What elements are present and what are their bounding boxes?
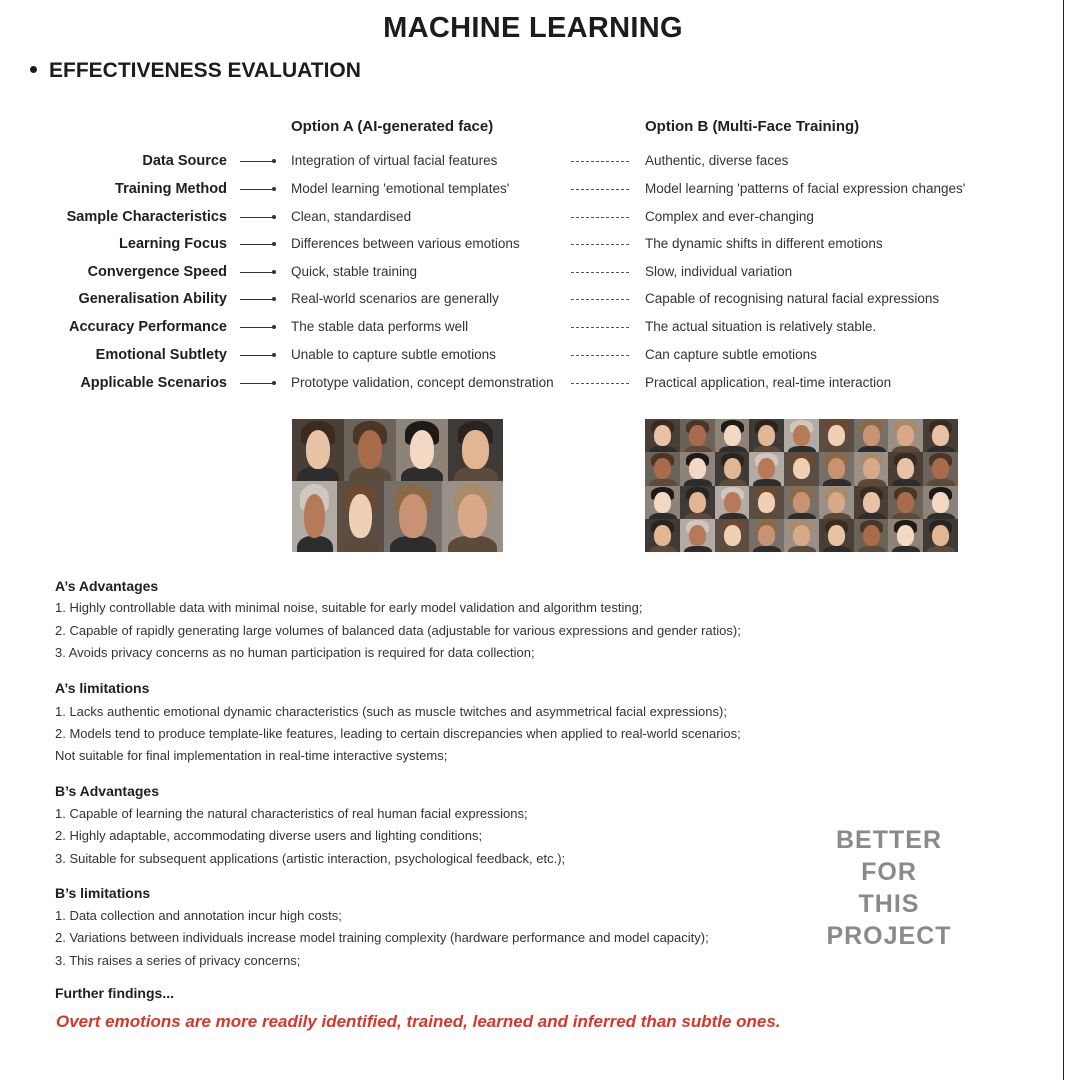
face-photo	[337, 481, 384, 552]
dashed-connector	[571, 327, 629, 328]
face-photo	[888, 452, 923, 486]
face-photo	[680, 419, 715, 453]
face-photo	[645, 419, 680, 453]
a-advantages-heading: A’s Advantages	[55, 578, 159, 594]
criterion-label: Applicable Scenarios	[80, 375, 227, 391]
face-photo	[819, 519, 854, 552]
face-photo	[680, 452, 715, 486]
option-a-value: Model learning 'emotional templates'	[291, 181, 510, 196]
comparison-row	[0, 372, 1066, 394]
a-advantage-item: 2. Capable of rapidly generating large volumes of balanced data (adjustable for various expressions and gender ratios);	[55, 623, 741, 638]
face-photo	[645, 519, 680, 552]
better-for-this-project-callout	[814, 824, 964, 952]
option-a-value: Clean, standardised	[291, 209, 412, 224]
section-title-text: EFFECTIVENESS EVALUATION	[49, 59, 361, 82]
dashed-connector	[571, 217, 629, 218]
comparison-row	[0, 206, 1066, 228]
option-a-heading: Option A (AI-generated face)	[291, 118, 494, 135]
face-photo	[384, 481, 442, 552]
arrow-connector	[240, 161, 274, 162]
face-photo	[292, 419, 344, 481]
a-limitation-item: 2. Models tend to produce template-like features, leading to certain discrepancies when applied to real-world scenarios;	[55, 726, 741, 741]
face-photo	[680, 519, 715, 552]
option-a-value: Real-world scenarios are generally	[291, 291, 499, 306]
b-limitation-item: 3. This raises a series of privacy concerns;	[55, 953, 301, 968]
a-advantage-item: 1. Highly controllable data with minimal noise, suitable for early model validation and algorithm testing;	[55, 600, 643, 615]
section-title	[30, 59, 361, 83]
arrow-connector	[240, 244, 274, 245]
face-photo	[680, 486, 715, 520]
face-photo	[715, 486, 750, 520]
criterion-label: Generalisation Ability	[78, 291, 227, 307]
face-photo	[715, 419, 750, 453]
face-photo	[923, 519, 958, 552]
b-advantage-item: 3. Suitable for subsequent applications (artistic interaction, psychological feedback, etc.);	[55, 851, 566, 866]
further-findings-heading: Further findings...	[55, 985, 174, 1001]
face-photo	[749, 519, 784, 552]
callout-line: FOR	[861, 858, 917, 886]
criterion-label: Convergence Speed	[87, 264, 227, 280]
arrow-connector	[240, 327, 274, 328]
arrow-connector	[240, 299, 274, 300]
callout-line: BETTER	[836, 826, 942, 854]
b-limitation-item: 2. Variations between individuals increase model training complexity (hardware performance and model capacity);	[55, 930, 709, 945]
face-photo	[715, 452, 750, 486]
a-limitation-item: 1. Lacks authentic emotional dynamic characteristics (such as muscle twitches and asymmetrical facial expressions);	[55, 704, 727, 719]
criterion-label: Learning Focus	[119, 236, 227, 252]
face-photo	[749, 452, 784, 486]
b-advantage-item: 1. Capable of learning the natural characteristics of real human facial expressions;	[55, 806, 528, 821]
comparison-row	[0, 150, 1066, 172]
option-b-value: The actual situation is relatively stable.	[645, 319, 877, 334]
face-photo	[784, 519, 819, 552]
face-photo	[442, 481, 503, 552]
option-b-face-collage	[645, 419, 958, 552]
comparison-row	[0, 316, 1066, 338]
page-title: MACHINE LEARNING	[383, 12, 683, 44]
face-photo	[645, 486, 680, 520]
dashed-connector	[571, 355, 629, 356]
dashed-connector	[571, 272, 629, 273]
criterion-label: Emotional Subtlety	[95, 347, 227, 363]
comparison-row	[0, 261, 1066, 283]
dashed-connector	[571, 244, 629, 245]
dashed-connector	[571, 383, 629, 384]
option-b-value: Practical application, real-time interaction	[645, 375, 892, 390]
comparison-row	[0, 233, 1066, 255]
b-limitations-heading: B’s limitations	[55, 885, 151, 901]
option-b-heading: Option B (Multi-Face Training)	[645, 118, 860, 135]
face-photo	[888, 519, 923, 552]
face-photo	[888, 419, 923, 453]
option-a-face-collage	[292, 419, 503, 552]
criterion-label: Accuracy Performance	[69, 319, 227, 335]
criterion-label: Sample Characteristics	[66, 209, 227, 225]
face-photo	[888, 486, 923, 520]
option-b-value: Slow, individual variation	[645, 264, 793, 279]
comparison-row	[0, 288, 1066, 310]
face-photo	[784, 452, 819, 486]
dashed-connector	[571, 189, 629, 190]
callout-line: PROJECT	[826, 922, 952, 950]
face-photo	[715, 519, 750, 552]
a-limitation-item: Not suitable for final implementation in real-time interactive systems;	[55, 748, 448, 763]
face-photo	[396, 419, 448, 481]
face-photo	[854, 419, 889, 453]
face-photo	[854, 519, 889, 552]
option-a-value: Quick, stable training	[291, 264, 418, 279]
face-photo	[854, 486, 889, 520]
face-photo	[819, 486, 854, 520]
option-b-value: Capable of recognising natural facial expressions	[645, 291, 940, 306]
face-photo	[923, 419, 958, 453]
option-a-value: Differences between various emotions	[291, 236, 520, 251]
face-photo	[819, 452, 854, 486]
criterion-label: Data Source	[142, 153, 227, 169]
option-a-value: The stable data performs well	[291, 319, 469, 334]
option-a-value: Prototype validation, concept demonstration	[291, 375, 554, 390]
a-limitations-heading: A’s limitations	[55, 680, 150, 696]
comparison-row	[0, 344, 1066, 366]
callout-line: THIS	[858, 890, 920, 918]
arrow-connector	[240, 189, 274, 190]
comparison-row	[0, 178, 1066, 200]
option-a-value: Integration of virtual facial features	[291, 153, 498, 168]
face-photo	[923, 486, 958, 520]
option-b-value: Model learning 'patterns of facial expression changes'	[645, 181, 966, 196]
face-photo	[749, 486, 784, 520]
face-photo	[448, 419, 503, 481]
face-photo	[292, 481, 337, 552]
arrow-connector	[240, 217, 274, 218]
criterion-label: Training Method	[115, 181, 227, 197]
face-photo	[784, 486, 819, 520]
option-b-value: Authentic, diverse faces	[645, 153, 789, 168]
face-photo	[749, 419, 784, 453]
face-photo	[784, 419, 819, 453]
b-advantages-heading: B’s Advantages	[55, 783, 159, 799]
face-photo	[819, 419, 854, 453]
arrow-connector	[240, 383, 274, 384]
option-b-value: Complex and ever-changing	[645, 209, 814, 224]
arrow-connector	[240, 355, 274, 356]
face-photo	[344, 419, 396, 481]
b-limitation-item: 1. Data collection and annotation incur high costs;	[55, 908, 342, 923]
option-a-value: Unable to capture subtle emotions	[291, 347, 496, 362]
dashed-connector	[571, 161, 629, 162]
arrow-connector	[240, 272, 274, 273]
b-advantage-item: 2. Highly adaptable, accommodating diverse users and lighting conditions;	[55, 828, 483, 843]
face-photo	[645, 452, 680, 486]
bullet-icon	[30, 66, 37, 73]
key-finding: Overt emotions are more readily identified, trained, learned and inferred than subtle ones.	[56, 1012, 781, 1031]
option-b-value: Can capture subtle emotions	[645, 347, 817, 362]
dashed-connector	[571, 299, 629, 300]
face-photo	[854, 452, 889, 486]
option-b-value: The dynamic shifts in different emotions	[645, 236, 883, 251]
face-photo	[923, 452, 958, 486]
a-advantage-item: 3. Avoids privacy concerns as no human participation is required for data collection;	[55, 645, 535, 660]
